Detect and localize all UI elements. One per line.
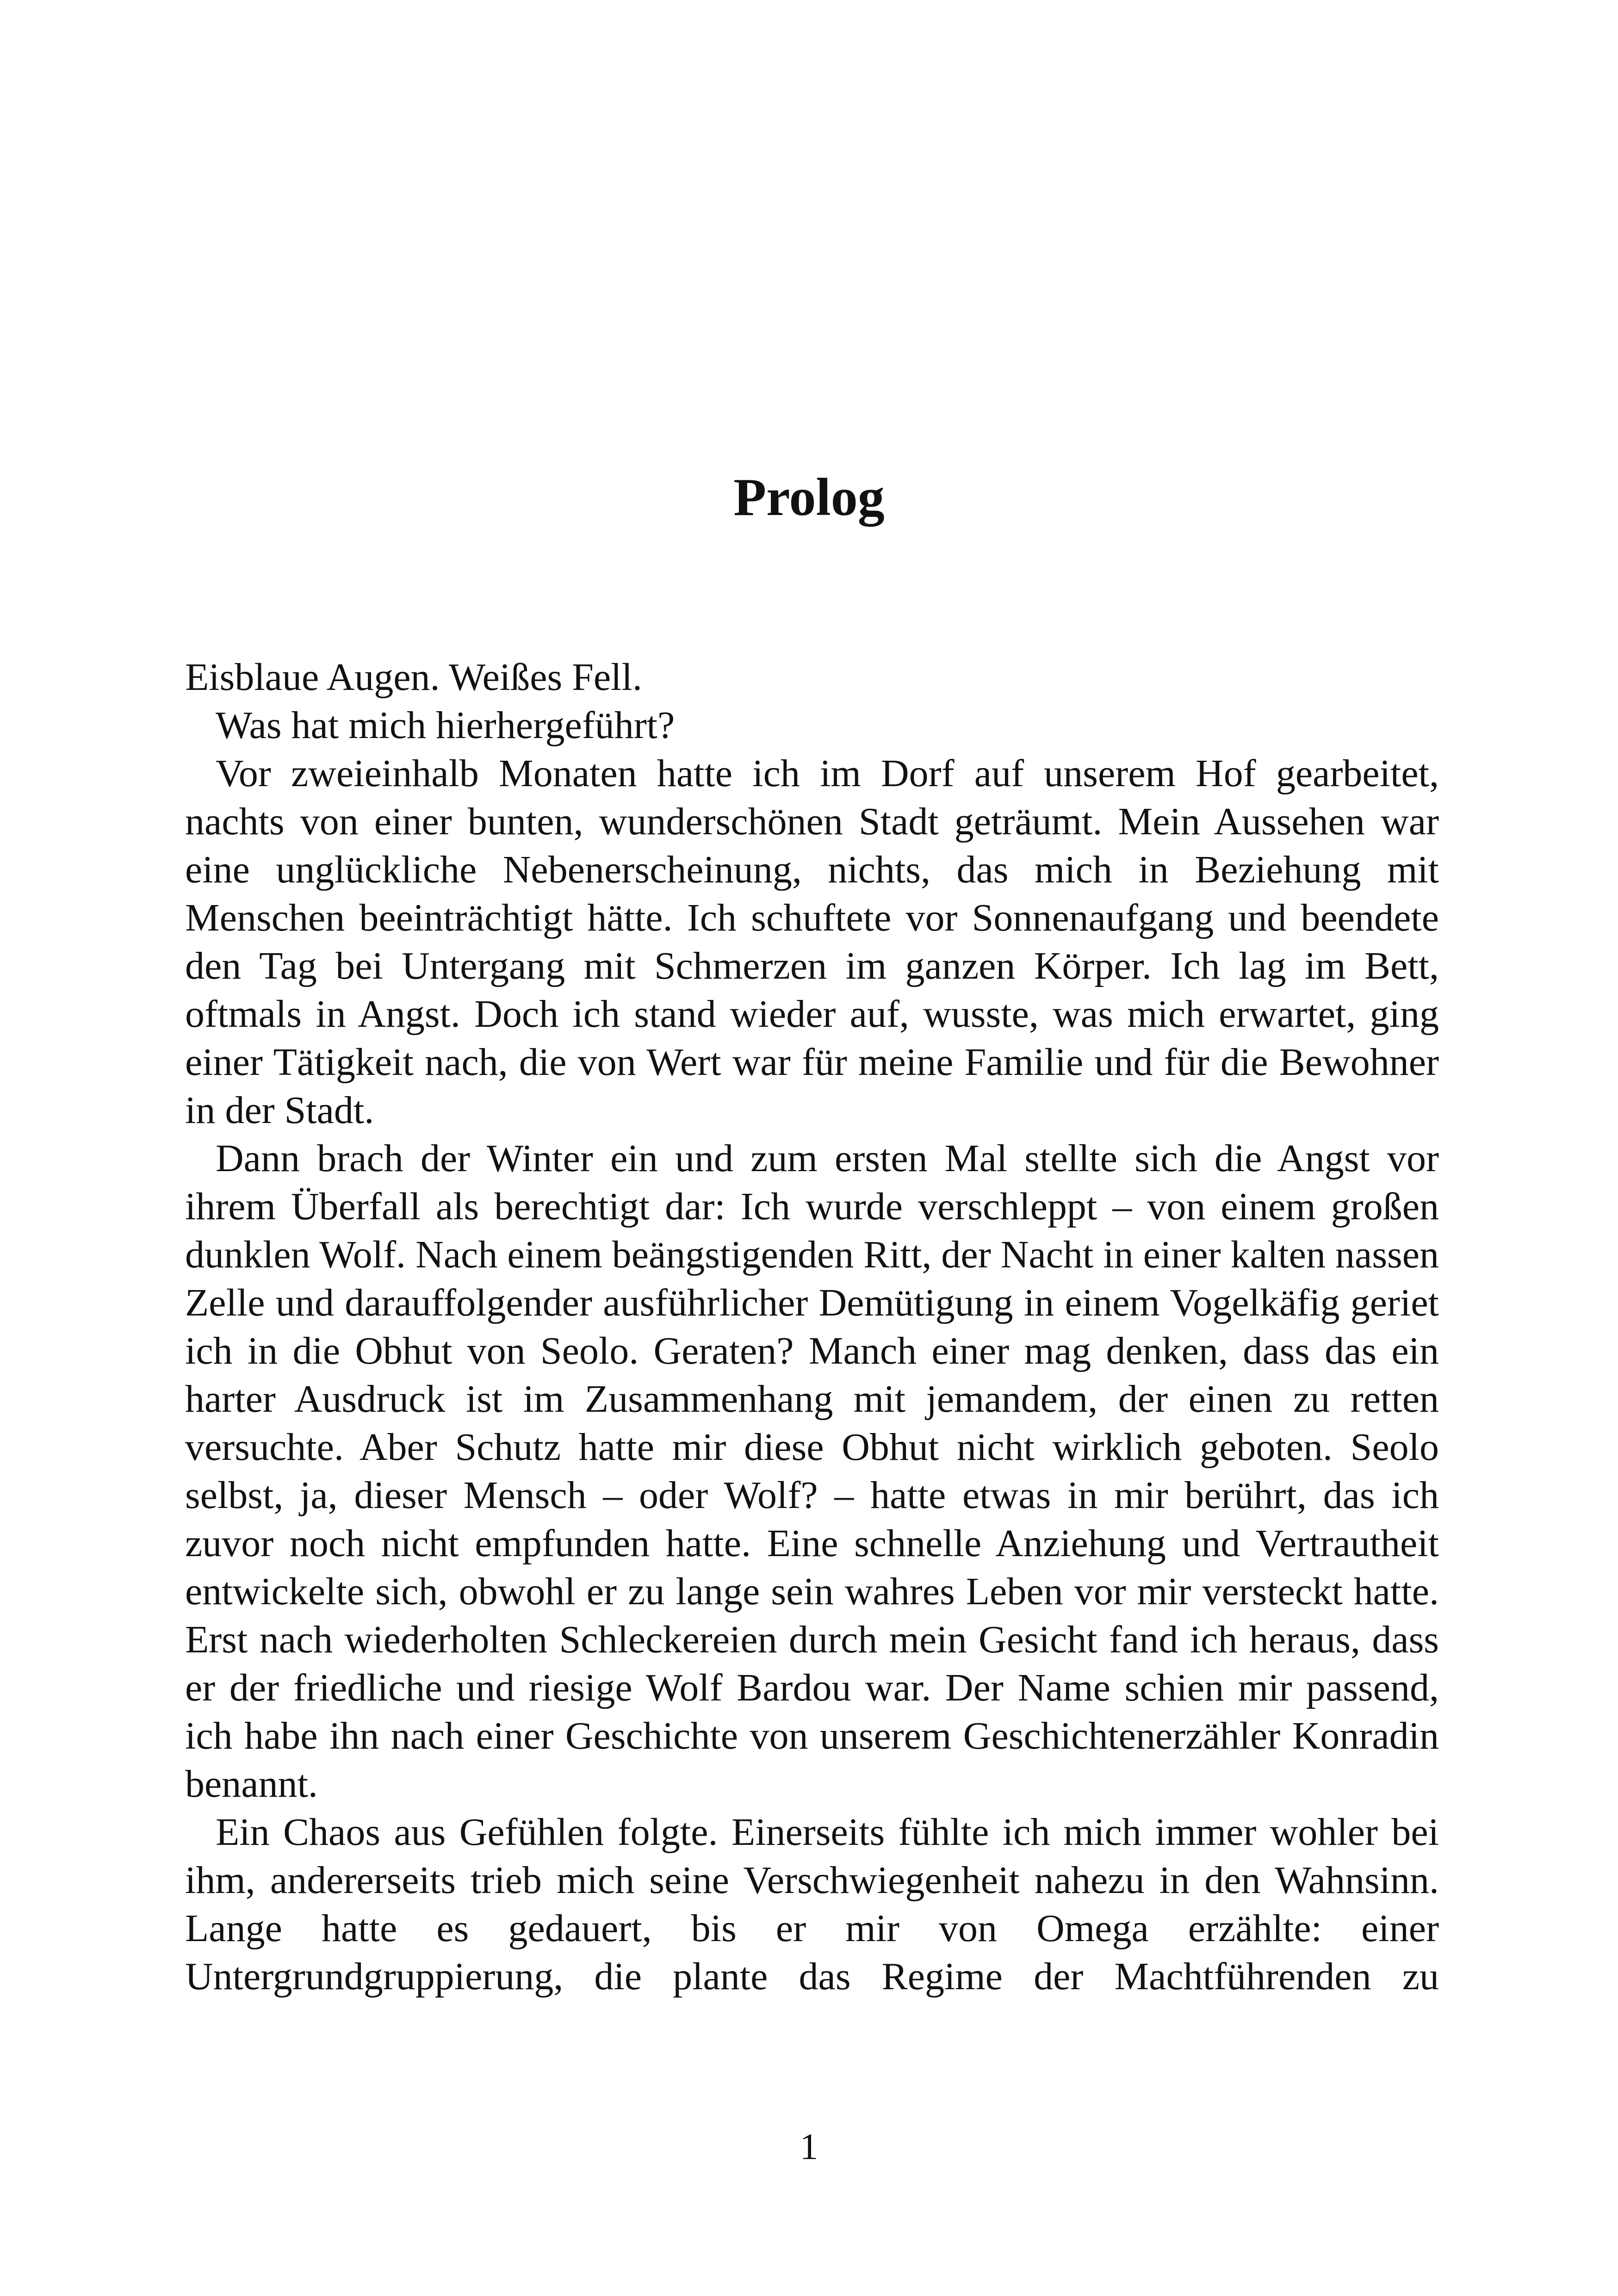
paragraph-2: Was hat mich hierhergeführt?: [216, 704, 675, 747]
paragraph-1: Eisblaue Augen. Weißes Fell.: [185, 656, 642, 699]
page-number: 1: [800, 2127, 818, 2167]
paragraph-4: Dann brach der Winter ein und zum ersten Mal stellte sich die Angst vor ihrem Überfall als berechtigt dar: Ich wurde verschleppt – von einem großen dunklen Wolf. Nach einem beängstigenden Ritt, der Nacht in einer kalten nassen Zelle und darauffolgender ausführlicher Demütigung in einem Vogelkäfig geriet ich in die Obhut von Seolo. Geraten? Manch einer mag denken, dass das ein harter Ausdruck ist im Zusammenhang mit jemandem, der einen zu retten versuchte. Aber Schutz hatte mir diese Obhut nicht wirklich geboten. Seolo selbst, ja, dieser Mensch – oder Wolf? – hatte etwas in mir berührt, das ich zuvor noch nicht empfunden hatte. Eine schnelle Anziehung und Vertrautheit entwickelte sich, obwohl er zu lange sein wahres Leben vor mir versteckt hatte. Erst nach wiederholten Schleckereien durch mein Gesicht fand ich heraus, dass er der friedliche und riesige Wolf Bardou war. Der Name schien mir passend, ich habe ihn nach einer Geschichte von unserem Geschichtenerzähler Konradin benannt.: [185, 1137, 1439, 1806]
paragraph-5: Ein Chaos aus Gefühlen folgte. Einerseits fühlte ich mich immer wohler bei ihm, andererseits trieb mich seine Verschwiegenheit nahezu in den Wahnsinn. Lange hatte es gedauert, bis er mir von Omega erzählte: einer Untergrundgruppierung, die plante das Regime der Machtführenden zu: [185, 1811, 1439, 1998]
chapter-title: Prolog: [733, 468, 885, 527]
body-text: [185, 653, 1439, 2001]
paragraph-3: Vor zweieinhalb Monaten hatte ich im Dorf auf unserem Hof gearbeitet, nachts von einer bunten, wunderschönen Stadt geträumt. Mein Aussehen war eine unglückliche Nebenerscheinung, nichts, das mich in Beziehung mit Menschen beeinträchtigt hätte. Ich schuftete vor Sonnenaufgang und beendete den Tag bei Untergang mit Schmerzen im ganzen Körper. Ich lag im Bett, oftmals in Angst. Doch ich stand wieder auf, wusste, was mich erwartet, ging einer Tätigkeit nach, die von Wert war für meine Familie und für die Bewohner in der Stadt.: [185, 752, 1439, 1132]
